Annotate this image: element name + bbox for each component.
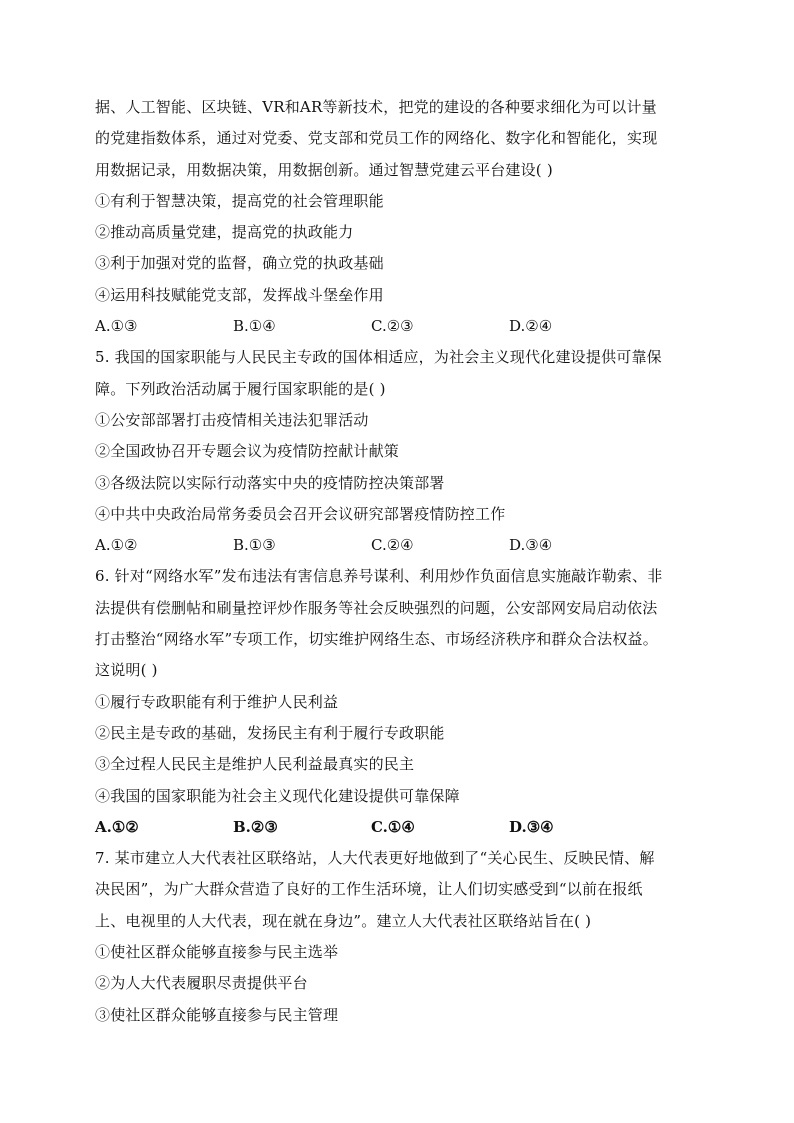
option-a: A.①③ [95,317,138,336]
statement: ③各级法院以实际行动落实中央的疫情防控决策部署 [95,473,445,492]
statement: ①履行专政职能有利于维护人民利益 [95,692,339,711]
question-6-stem [95,561,699,686]
stem-line: 障。下列政治活动属于履行国家职能的是( ) [95,379,386,398]
stem-line: 打击整治“网络水军”专项工作，切实维护网络生态、市场经济秩序和群众合法权益。 [95,630,658,649]
stem-line: 据、人工智能、区块链、VR和AR等新技术，把党的建设的各种要求细化为可以计量 [95,98,657,116]
statement: ②推动高质量党建，提高党的执政能力 [95,223,354,242]
question-6-options [95,812,699,843]
question-7-stem [95,843,699,937]
option-b: B.②③ [233,817,278,836]
question-6-statements [95,687,699,812]
option-c: C.②④ [371,536,414,555]
stem-line: 7. 某市建立人大代表社区联络站，人大代表更好地做到了“关心民生、反映民情、解 [95,849,655,868]
question-4-statements [95,186,699,311]
question-4-options [95,311,699,342]
stem-line: 6. 针对“网络水军”发布违法有害信息养号谋利、利用炒作负面信息实施敲诈勒索、非 [95,567,663,586]
statement: ④中共中央政治局常务委员会召开会议研究部署疫情防控工作 [95,504,506,523]
stem-line: 5. 我国的国家职能与人民民主专政的国体相适应，为社会主义现代化建设提供可靠保 [95,348,662,367]
statement: ①有利于智慧决策，提高党的社会管理职能 [95,191,384,210]
stem-line: 上、电视里的人大代表，现在就在身边”。建立人大代表社区联络站旨在( ) [95,911,592,930]
option-b: B.①④ [233,317,276,336]
statement: ②全国政协召开专题会议为疫情防控献计献策 [95,442,400,461]
question-5-stem [95,342,699,405]
option-c: C.②③ [371,317,414,336]
option-d: D.②④ [509,317,553,336]
stem-line: 的党建指数体系，通过对党委、党支部和党员工作的网络化、数字化和智能化，实现 [95,129,658,148]
statement: ③利于加强对党的监督，确立党的执政基础 [95,254,384,273]
stem-line: 决民困”，为广大群众营造了良好的工作生活环境，让人们切实感受到“以前在报纸 [95,880,643,899]
question-5-statements [95,405,699,530]
statement: ④我国的国家职能为社会主义现代化建设提供可靠保障 [95,786,460,805]
stem-line: 法提供有偿删帖和刷量控评炒作服务等社会反映强烈的问题，公安部网安局启动依法 [95,598,658,617]
statement: ①使社区群众能够直接参与民主选举 [95,943,339,962]
statement: ④运用科技赋能党支部，发挥战斗堡垒作用 [95,285,384,304]
option-c: C.①④ [371,817,415,836]
option-a: A.①② [95,536,138,555]
option-b: B.①③ [233,536,276,555]
question-4-stem [95,92,699,186]
statement: ③全过程人民民主是维护人民利益最真实的民主 [95,755,415,774]
option-a: A.①② [95,817,139,836]
statement: ②为人大代表履职尽责提供平台 [95,974,308,993]
question-5-options [95,530,699,561]
stem-line: 这说明( ) [95,661,158,680]
statement: ②民主是专政的基础，发扬民主有利于履行专政职能 [95,723,445,742]
option-d: D.③④ [509,536,553,555]
statement: ①公安部部署打击疫情相关违法犯罪活动 [95,410,369,429]
exam-page [95,92,699,1031]
statement: ③使社区群众能够直接参与民主管理 [95,1005,339,1024]
option-d: D.③④ [509,817,554,836]
question-7-statements [95,937,699,1031]
stem-line: 用数据记录，用数据决策，用数据创新。通过智慧党建云平台建设( ) [95,160,553,179]
